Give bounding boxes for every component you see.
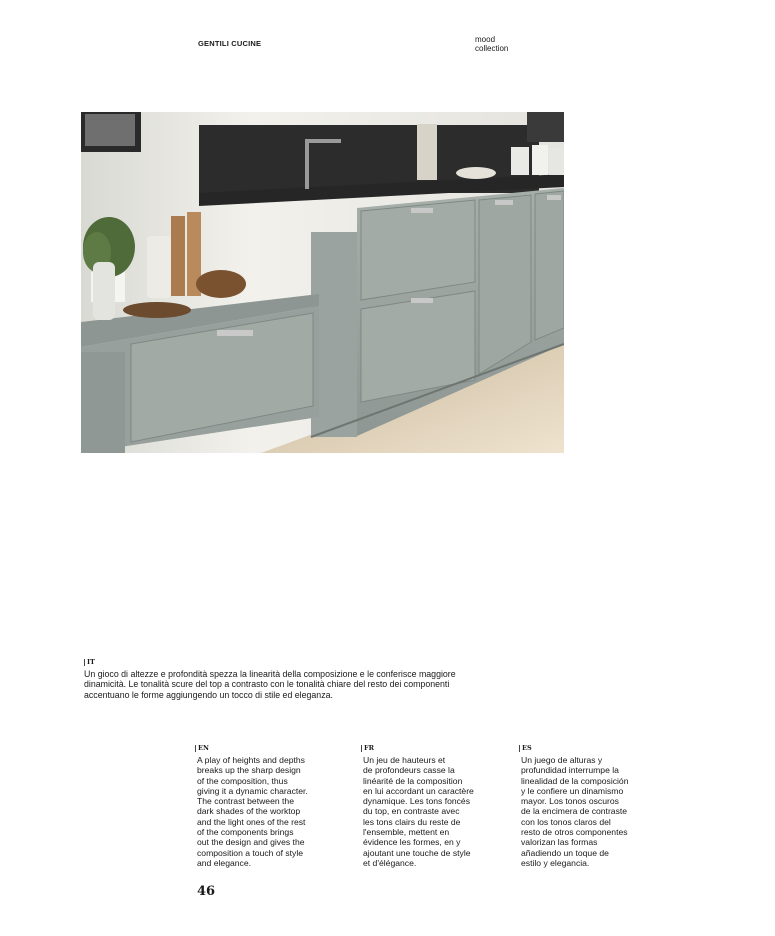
brand-name: GENTILI CUCINE <box>198 39 262 48</box>
french-text: Un jeu de hauteurs et de profondeurs casse la linéarité de la composition en lui accordant un caractère dynamique. Les tons foncés du top, en contraste avec les tons clairs du reste de l'ensemble, mettent en évidence les formes, en y ajoutant une touche de style et d'élégance. <box>363 755 474 868</box>
french-description <box>361 737 491 868</box>
spanish-text: Un juego de alturas y profundidad interrumpe la linealidad de la composición y le confiere un dinamismo mayor. Los tonos oscuros de la encimera de contraste con los tonos claros del resto de otros componentes valorizan las formas añadiendo un toque de estilo y elegancia. <box>521 755 629 868</box>
collection-line-1: mood <box>475 35 496 44</box>
lang-tag-es: ES <box>519 745 532 752</box>
kitchen-illustration <box>81 112 564 453</box>
lang-tag-en: EN <box>195 745 209 752</box>
page-number: 46 <box>197 884 216 899</box>
spanish-description <box>519 737 649 868</box>
italian-description <box>84 651 484 700</box>
kitchen-photo <box>81 112 564 453</box>
collection-line-2: collection <box>475 44 509 53</box>
collection-label <box>475 35 508 53</box>
lang-tag-fr: FR <box>361 745 374 752</box>
english-description <box>195 737 325 868</box>
english-text: A play of heights and depths breaks up the sharp design of the composition, thus giving it a dynamic character. The contrast between the dark shades of the worktop and the light ones of the rest of the components brings out the design and gives the composition a touch of style and elegance. <box>197 755 308 868</box>
italian-text: Un gioco di altezze e profondità spezza la linearità della composizione e le conferisce maggiore dinamicità. Le tonalità scure del top a contrasto con le tonalità chiare del resto dei componenti accentuano le forme aggiungendo un tocco di stile ed eleganza. <box>84 669 456 700</box>
lang-tag-it: IT <box>84 659 95 666</box>
